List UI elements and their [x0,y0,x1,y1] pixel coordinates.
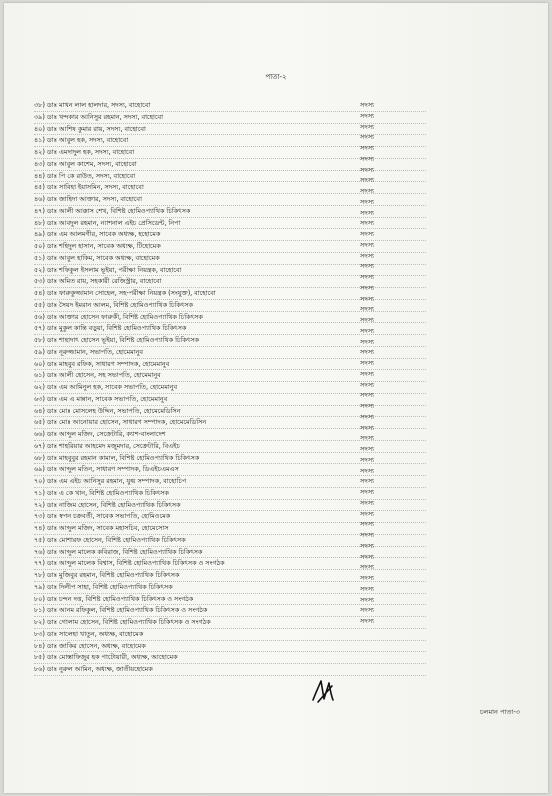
member-row: ৭০) ডাঃ এম এইচ আনিসুর রহমান, যুগ্ম সম্পাদক, বাহোচিপ [34,476,426,488]
page-number-header: পাতা-২ [265,73,287,81]
member-row: ৪৮) ডাঃ আবদুল রহমান, ন্যাশনাল এইচ প্রেসিডেন্ট, নিপা [34,218,426,230]
member-designation: সদস্য [360,552,375,561]
member-row: ৫৮) ডাঃ শাহাদাৎ হোসেন ভূইয়া, বিশিষ্ট হোমিওপ্যাথিক চিকিৎসক [34,335,426,347]
member-designation: সদস্য [360,240,375,249]
member-row: ৭৫) ডাঃ মোশারফ হোসেন, বিশিষ্ট হোমিওপ্যাথিক চিকিৎসক [34,535,426,547]
member-row: ৩৯) ডাঃ খন্দকার আনিসুর রহমান, সদস্য, বাহোবো [34,112,426,124]
member-designation: সদস্য [360,283,375,292]
member-designation: সদস্য [360,466,375,475]
member-designation: সদস্য [360,219,375,228]
member-designation: সদস্য [360,305,375,314]
member-designation: সদস্য [360,208,375,217]
member-designation: সদস্য [360,488,375,496]
member-designation: সদস্য [360,359,375,367]
member-designation: সদস্য [360,262,375,271]
member-designation: সদস্য [360,348,375,357]
member-row: ৫৯) ডাঃ নূরুজ্জামান, সভাপতি, হোমেমানুব [34,347,426,359]
designation-column [360,100,400,627]
member-row: ৬২) ডাঃ এম আমিনুল হক, সাবেক সভাপতি, হোমেমানুব [34,382,426,394]
member-row: ৪১) ডাঃ আবুল হক, সদস্য, বাহোবো [34,135,426,147]
member-designation: সদস্য [360,273,375,281]
member-designation: সদস্য [360,541,375,550]
member-designation: সদস্য [360,380,375,389]
member-row: ৮৪) ডাঃ জাকির হোসেন, অধ্যক্ষ, বাহোমেক [34,641,426,653]
member-designation: সদস্য [360,133,375,142]
member-row: ৪০) ডাঃ আশিষ কুমার রায়, সদস্য, বাহোবো [34,124,426,136]
member-row: ৬৬) ডাঃ আব্দুল মজিদ, সেক্রেটারি, ক্যাশ-বাংলাদেশ [34,429,426,441]
signature [310,678,338,704]
member-designation: সদস্য [360,197,375,206]
document-page [4,3,548,793]
member-row: ৮১) ডাঃ আনম রফিকুল, বিশিষ্ট হোমিওপ্যাথিক চিকিৎসক ও সংগঠক [34,605,426,617]
member-designation: সদস্য [360,434,375,443]
member-row: ৫১) ডাঃ আবুল হাকিম, সাবেক অধ্যক্ষ, বাহোমেক [34,253,426,265]
member-row: ৫৭) ডাঃ মুকুল কান্তি বড়ুয়া, বিশিষ্ট হোমিওপ্যাথিক চিকিৎসক [34,323,426,335]
member-row: ৭৯) ডাঃ দিলীপ সাহা, বিশিষ্ট হোমিওপ্যাথিক চিকিৎসক [34,582,426,594]
member-designation: সদস্য [360,509,375,518]
member-designation: সদস্য [360,326,375,335]
member-designation: সদস্য [360,369,375,378]
member-designation: সদস্য [360,595,375,604]
member-designation: সদস্য [360,316,375,324]
member-row: ৬৫) ডাঃ মোঃ আনোয়ার হোসেন, সাধারণ সম্পাদক, হোমেমেডিসিন [34,417,426,429]
continued-next-page-label: চলমান পাতা-৩ [480,708,520,716]
member-designation: সদস্য [360,520,375,529]
member-row: ৫৫) ডাঃ সৈয়দ ইমরান আলম, বিশিষ্ট হোমিওপ্যাথিক চিকিৎসক [34,300,426,312]
member-row: ৭৭) ডাঃ আব্দুল মালেক বিশ্বাস, বিশিষ্ট হোমিওপ্যাথিক চিকিৎসক ও সংগঠক [34,558,426,570]
member-designation: সদস্য [360,176,375,185]
member-row: ৭৬) ডাঃ আব্দুল মালেক কবিরাজ, বিশিষ্ট হোমিওপ্যাথিক চিকিৎসক [34,547,426,559]
member-designation: সদস্য [360,101,375,109]
member-row: ৭১) ডাঃ এ কে খান, বিশিষ্ট হোমিওপ্যাথিক চিকিৎসক [34,488,426,500]
member-row: ৪৬) ডাঃ জাহিদা আক্তার, সদস্য, বাহোবো [34,194,426,206]
member-row: ৫২) ডাঃ শফিকুল ইসলাম ভূইয়া, পরীক্ষা নিয়ন্ত্রক, বাহোবো [34,265,426,277]
member-designation: সদস্য [360,402,375,410]
member-designation: সদস্য [360,445,375,453]
member-row: ৭৮) ডাঃ মুজিবুর রহমান, বিশিষ্ট হোমিওপ্যাথিক চিকিৎসক [34,570,426,582]
member-designation: সদস্য [360,187,375,195]
member-designation: সদস্য [360,412,375,421]
member-row: ৭৩) ডাঃ স্বপন চক্রবর্তী, সাবেক সভাপতি, হোমিওমেক [34,511,426,523]
member-designation: সদস্য [360,111,375,120]
member-row: ৬৭) ডাঃ শাহরিয়ার আহমেদ মজুমদার, সেক্রেটারি, বিএইচ [34,441,426,453]
member-row: ৪৫) ডাঃ সাবিহা ইয়াসমিন, সদস্য, বাহোবো [34,182,426,194]
member-row: ৫০) ডাঃ শহিদুল হাসান, সাবেক অধ্যক্ষ, টিহোমেক [34,241,426,253]
member-designation: সদস্য [360,144,375,152]
member-designation: সদস্য [360,563,375,572]
member-row: ৭২) ডাঃ নাজিম হোসেন, বিশিষ্ট হোমিওপ্যাথিক চিকিৎসক [34,500,426,512]
member-designation: সদস্য [360,337,375,346]
member-row: ৬৮) ডাঃ মাহবুবুর রহমান কামাল, বিশিষ্ট হোমিওপ্যাথিক চিকিৎসক [34,453,426,465]
member-row: ৬১) ডাঃ আলী হোসেন, সহ সভাপতি, হোমেমানুব [34,370,426,382]
member-row: ৬০) ডাঃ মাহবুব রফিক, সাধারণ সম্পাদক, হোমেমানুব [34,359,426,371]
member-row: ৪২) ডাঃ এমদাদুল হক, সদস্য, বাহোবো [34,147,426,159]
member-row: ৪৯) ডাঃ এম আলমগীর, সাবেক অধ্যক্ষ, হহোমেক [34,229,426,241]
member-row: ৫৩) ডাঃ অমিত রায়, সহকারী রেজিস্ট্রার, বাহোবো [34,276,426,288]
member-designation: সদস্য [360,154,375,163]
member-designation: সদস্য [360,230,375,238]
member-row: ৫৪) ডাঃ ফারুকুজ্জামান সোহেল, সহ-পরীক্ষা নিয়ন্ত্রক (সংযুক্ত), বাহোবো [34,288,426,300]
member-designation: সদস্য [360,617,375,625]
member-designation: সদস্য [360,391,375,400]
member-designation: সদস্য [360,122,375,131]
member-row: ৮২) ডাঃ গোলাম হোসেন, বিশিষ্ট হোমিওপ্যাথিক চিকিৎসক ও সংগঠক [34,617,426,629]
member-designation: সদস্য [360,165,375,174]
member-row: ৮৩) ডাঃ সালেহা খাতুন, অধ্যক্ষ, বাহোমেক [34,629,426,641]
member-row: ৮৫) ডাঃ মোস্তাফিজুর হক পাটোয়ারী, অধ্যক্ষ, আহোমেক [34,652,426,664]
member-row: ৭৪) ডাঃ আব্দুল মজিদ, সাবেক মহাসচিব, হোমেসোস [34,523,426,535]
member-designation: সদস্য [360,477,375,486]
member-designation: সদস্য [360,531,375,539]
member-row: ৬৯) ডাঃ আব্দুল মতিন, সাধারণ সম্পাদক, ডিএইচএমএস [34,464,426,476]
member-row: ৩৮) ডাঃ মাখন লাল হালদার, সদস্য, বাহোবো [34,100,426,112]
member-designation: সদস্য [360,455,375,464]
member-row: ৬৪) ডাঃ মোঃ মোসলেহ উদ্দিন, সভাপতি, হোমেমেডিসিন [34,406,426,418]
member-designation: সদস্য [360,423,375,432]
member-designation: সদস্য [360,251,375,260]
member-designation: সদস্য [360,584,375,593]
member-row: ৮০) ডাঃ চন্দন দত্ত, বিশিষ্ট হোমিওপ্যাথিক চিকিৎসক ও সংগঠক [34,594,426,606]
member-designation: সদস্য [360,574,375,582]
member-row: ৫৬) ডাঃ আক্তার হোসেন ফারুকী, বিশিষ্ট হোমিওপ্যাথিক চিকিৎসক [34,312,426,324]
member-row: ৬৩) ডাঃ এম এ মান্নান, সাবেক সভাপতি, হোমেমানুব [34,394,426,406]
member-row: ৪৭) ডাঃ আলী আক্কাস শেখ, বিশিষ্ট হোমিওপ্যাথিক চিকিৎসক [34,206,426,218]
member-row: ৪৩) ডাঃ আবুল কাশেম, সদস্য, বাহোবো [34,159,426,171]
member-row: ৮৬) ডাঃ নুরুল আমিন, অধ্যক্ষ, জাতীয়হোমেক [34,664,426,676]
member-designation: সদস্য [360,498,375,507]
member-designation: সদস্য [360,606,375,615]
member-row: ৪৪) ডাঃ পি কে রাউত, সদস্য, বাহোবো [34,171,426,183]
member-designation: সদস্য [360,294,375,303]
